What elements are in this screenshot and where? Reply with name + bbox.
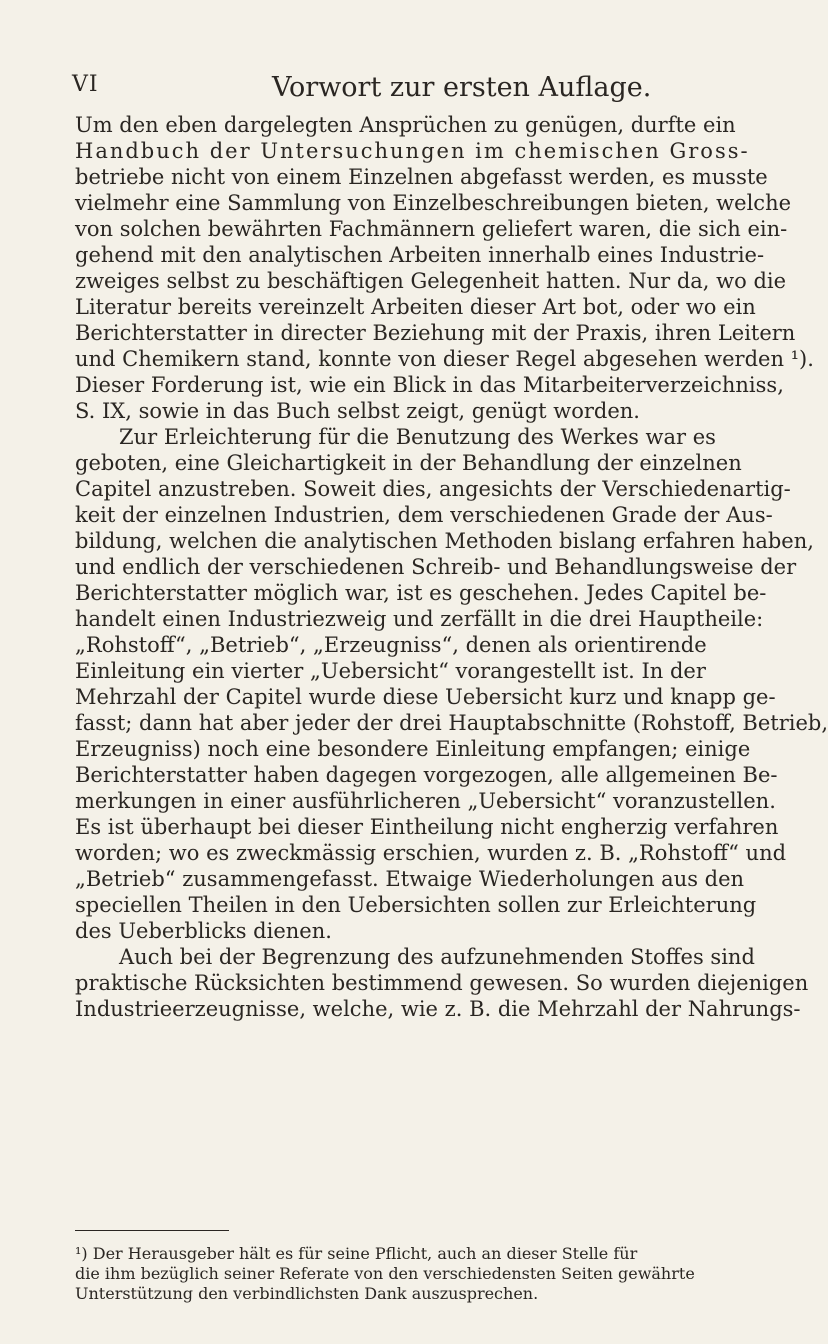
text-line: gehend mit den analytischen Arbeiten innerhalb eines Industrie- bbox=[75, 243, 765, 267]
text-line: Es ist überhaupt bei dieser Eintheilung nicht engherzig verfahren bbox=[75, 815, 779, 839]
text-line: vielmehr eine Sammlung von Einzelbeschreibungen bieten, welche bbox=[75, 191, 792, 215]
text-line: zweiges selbst zu beschäftigen Gelegenheit hatten. Nur da, wo die bbox=[75, 269, 787, 293]
text-line: bildung, welchen die analytischen Methoden bislang erfahren haben, bbox=[75, 529, 814, 553]
footnote-divider bbox=[75, 1230, 229, 1231]
text-line: fasst; dann hat aber jeder der drei Hauptabschnitte (Rohstoff, Betrieb, bbox=[75, 711, 828, 735]
text-line: Berichterstatter möglich war, ist es geschehen. Jedes Capitel be- bbox=[75, 581, 767, 605]
text-line: „Rohstoff“, „Betrieb“, „Erzeugniss“, denen als orientirende bbox=[75, 633, 707, 657]
text-line: speciellen Theilen in den Uebersichten sollen zur Erleichterung bbox=[75, 893, 757, 917]
text-line: und endlich der verschiedenen Schreib- und Behandlungsweise der bbox=[75, 555, 797, 579]
text-line: betriebe nicht von einem Einzelnen abgefasst werden, es musste bbox=[75, 165, 768, 189]
text-line: von solchen bewährten Fachmännern geliefert waren, die sich ein- bbox=[75, 217, 788, 241]
text-line: S. IX, sowie in das Buch selbst zeigt, genügt worden. bbox=[75, 399, 640, 423]
footnote bbox=[75, 1244, 729, 1304]
text-line: praktische Rücksichten bestimmend gewesen. So wurden diejenigen bbox=[75, 971, 809, 995]
page-number: VI bbox=[72, 72, 99, 97]
text-line: Industrieerzeugnisse, welche, wie z. B. die Mehrzahl der Nahrungs- bbox=[75, 997, 801, 1021]
text-line: Um den eben dargelegten Ansprüchen zu genügen, durfte ein bbox=[75, 113, 736, 137]
text-line: Auch bei der Begrenzung des aufzunehmenden Stoffes sind bbox=[119, 945, 755, 969]
text-line: Berichterstatter haben dagegen vorgezogen, alle allgemeinen Be- bbox=[75, 763, 778, 787]
page-header bbox=[72, 72, 732, 112]
footnote-line: die ihm bezüglich seiner Referate von den verschiedensten Seiten gewährte bbox=[75, 1264, 695, 1283]
text-line: Literatur bereits vereinzelt Arbeiten dieser Art bot, oder wo ein bbox=[75, 295, 756, 319]
text-line: Handbuch der Untersuchungen im chemischen Gross- bbox=[75, 139, 750, 163]
text-line: Zur Erleichterung für die Benutzung des Werkes war es bbox=[119, 425, 716, 449]
text-line: geboten, eine Gleichartigkeit in der Behandlung der einzelnen bbox=[75, 451, 742, 475]
text-line: Berichterstatter in directer Beziehung mit der Praxis, ihren Leitern bbox=[75, 321, 796, 345]
text-line: und Chemikern stand, konnte von dieser Regel abgesehen werden ¹). bbox=[75, 347, 814, 371]
text-line: des Ueberblicks dienen. bbox=[75, 919, 332, 943]
text-line: Capitel anzustreben. Soweit dies, angesichts der Verschiedenartig- bbox=[75, 477, 791, 501]
text-line: worden; wo es zweckmässig erschien, wurden z. B. „Rohstoff“ und bbox=[75, 841, 787, 865]
text-line: merkungen in einer ausführlicheren „Uebersicht“ voranzustellen. bbox=[75, 789, 776, 813]
text-line: Erzeugniss) noch eine besondere Einleitung empfangen; einige bbox=[75, 737, 751, 761]
text-line: keit der einzelnen Industrien, dem verschiedenen Grade der Aus- bbox=[75, 503, 773, 527]
footnote-line: ¹) Der Herausgeber hält es für seine Pflicht, auch an dieser Stelle für bbox=[75, 1244, 638, 1263]
text-line: Mehrzahl der Capitel wurde diese Uebersicht kurz und knapp ge- bbox=[75, 685, 776, 709]
text-line: „Betrieb“ zusammengefasst. Etwaige Wiederholungen aus den bbox=[75, 867, 745, 891]
body-text bbox=[75, 112, 828, 1022]
text-line: Einleitung ein vierter „Uebersicht“ vorangestellt ist. In der bbox=[75, 659, 706, 683]
text-line: Dieser Forderung ist, wie ein Blick in das Mitarbeiterverzeichniss, bbox=[75, 373, 784, 397]
running-title: Vorwort zur ersten Auflage. bbox=[272, 72, 652, 103]
footnote-line: Unterstützung den verbindlichsten Dank auszusprechen. bbox=[75, 1284, 539, 1303]
text-line: handelt einen Industriezweig und zerfällt in die drei Hauptheile: bbox=[75, 607, 764, 631]
